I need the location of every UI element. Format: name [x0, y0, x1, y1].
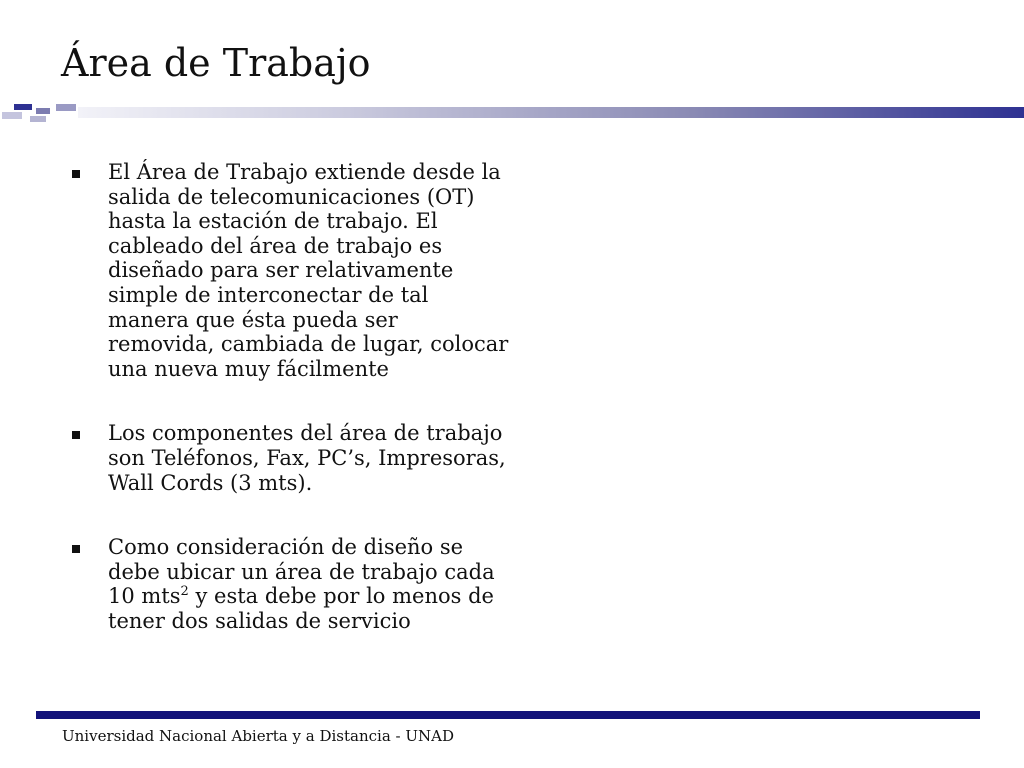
title-rule-square-1 — [14, 104, 32, 110]
bullet-list — [70, 160, 510, 634]
footer-institution-name: Universidad Nacional Abierta y a Distancia - UNAD — [62, 727, 454, 745]
square-bullet-icon — [72, 545, 80, 553]
bullet-item-2 — [70, 421, 510, 495]
title-rule-square-3 — [56, 104, 76, 111]
square-bullet-icon — [72, 170, 80, 178]
bullet-text: Los componentes del área de trabajo son Teléfonos, Fax, PC’s, Impresoras, Wall Cords (3 mts). — [108, 421, 506, 495]
superscript-exponent: 2 — [180, 584, 189, 600]
bullet-item-3 — [70, 535, 510, 633]
square-bullet-icon — [72, 431, 80, 439]
slide-title: Área de Trabajo — [61, 41, 371, 85]
bullet-item-1 — [70, 160, 510, 381]
bullet-text: El Área de Trabajo extiende desde la salida de telecomunicaciones (OT) hasta la estación de trabajo. El cableado del área de trabajo es diseñado para ser relativamente simple de interconectar de tal manera que ésta pueda ser removida, cambiada de lugar, colocar una nueva muy fácilmente — [108, 160, 509, 381]
bullet-text-before-superscript: Como consideración de diseño se debe ubicar un área de trabajo cada 10 mts — [108, 535, 495, 609]
bullet-text — [108, 535, 495, 633]
title-decorative-rule — [0, 98, 1024, 128]
footer-rule — [36, 711, 980, 719]
title-rule-gradient-bar — [78, 107, 1024, 118]
title-rule-square-5 — [30, 116, 46, 122]
bullet-text-after-superscript: y esta debe por lo menos de tener dos salidas de servicio — [108, 584, 494, 633]
title-rule-square-2 — [36, 108, 50, 114]
title-rule-square-4 — [2, 112, 22, 119]
